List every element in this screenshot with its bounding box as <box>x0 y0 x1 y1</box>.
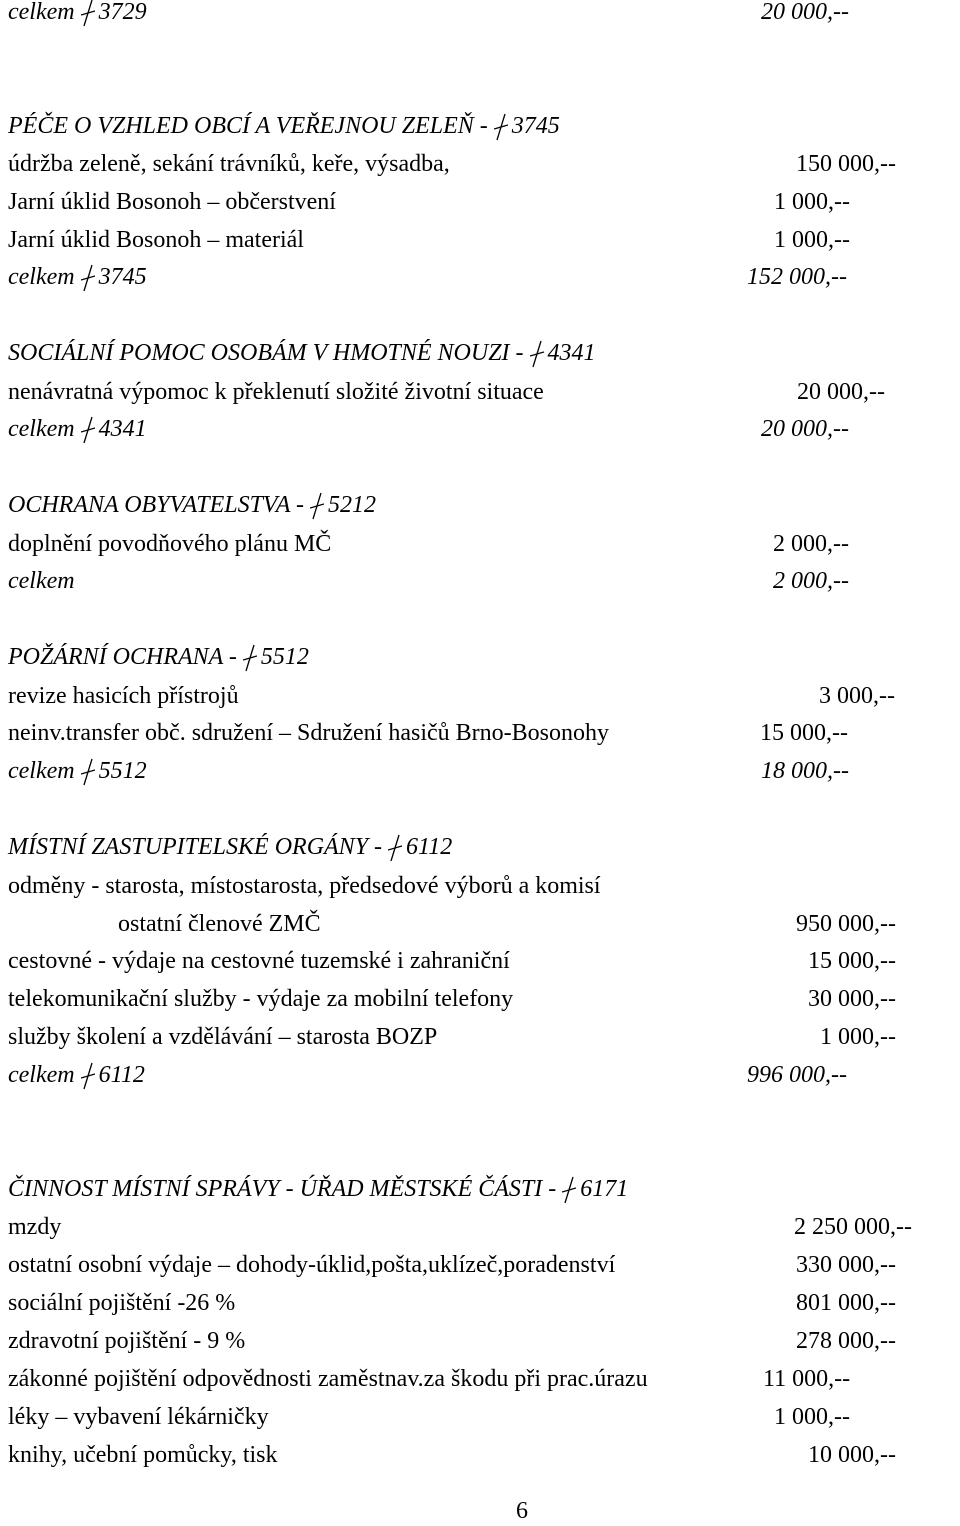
budget-item-label: Jarní úklid Bosonoh – občerstvení <box>8 189 336 215</box>
paragraph-sign-icon <box>494 111 510 141</box>
budget-item-label: mzdy <box>8 1214 62 1240</box>
budget-item-label: údržba zeleně, sekání trávníků, keře, výsadba, <box>8 151 450 177</box>
budget-item-label: Jarní úklid Bosonoh – materiál <box>8 227 304 253</box>
budget-item-amount: 150 000,-- <box>796 151 896 177</box>
section-heading-4341: SOCIÁLNÍ POMOC OSOBÁM V HMOTNÉ NOUZI - 4341 <box>8 340 596 366</box>
budget-item-label: služby školení a vzdělávání – starosta BOZP <box>8 1024 438 1050</box>
budget-item-amount: 20 000,-- <box>797 379 885 405</box>
budget-item-label: zdravotní pojištění - 9 % <box>8 1328 246 1354</box>
section-heading-6112: MÍSTNÍ ZASTUPITELSKÉ ORGÁNY - 6112 <box>8 834 453 860</box>
budget-item-amount: 15 000,-- <box>808 948 896 974</box>
paragraph-sign-icon <box>81 0 97 27</box>
budget-item-amount: 30 000,-- <box>808 986 896 1012</box>
total-amount-6112: 996 000,-- <box>747 1062 847 1088</box>
budget-item-amount: 1 000,-- <box>820 1024 896 1050</box>
budget-item-amount: 10 000,-- <box>808 1442 896 1468</box>
paragraph-sign-icon <box>388 832 404 862</box>
budget-item-label: zákonné pojištění odpovědnosti zaměstnav.za škodu při prac.úrazu <box>8 1366 648 1392</box>
paragraph-sign-icon <box>81 756 97 786</box>
total-label-3745: celkem 3745 <box>8 264 147 290</box>
paragraph-sign-icon <box>562 1174 578 1204</box>
section-heading-3745: PÉČE O VZHLED OBCÍ A VEŘEJNOU ZELEŇ - 3745 <box>8 113 560 139</box>
budget-item-amount: 950 000,-- <box>796 911 896 937</box>
budget-item-amount: 1 000,-- <box>774 1404 850 1430</box>
section-heading-6171: ČINNOST MÍSTNÍ SPRÁVY - ÚŘAD MĚSTSKÉ ČÁSTI - 6171 <box>8 1176 629 1202</box>
budget-item-amount: 1 000,-- <box>774 189 850 215</box>
budget-item-label: neinv.transfer obč. sdružení – Sdružení hasičů Brno-Bosonohy <box>8 720 609 746</box>
paragraph-sign-icon <box>243 642 259 672</box>
total-amount-5212: 2 000,-- <box>773 568 849 594</box>
paragraph-sign-icon <box>530 338 546 368</box>
paragraph-sign-icon <box>81 414 97 444</box>
budget-item-label: telekomunikační služby - výdaje za mobilní telefony <box>8 986 514 1012</box>
budget-item-amount: 801 000,-- <box>796 1290 896 1316</box>
budget-item-amount: 2 250 000,-- <box>794 1214 912 1240</box>
budget-item-amount: 3 000,-- <box>819 683 895 709</box>
budget-item-label: sociální pojištění -26 % <box>8 1290 236 1316</box>
section-heading-5212: OCHRANA OBYVATELSTVA - 5212 <box>8 492 377 518</box>
budget-item-label: ostatní členové ZMČ <box>118 911 321 937</box>
total-amount-3729: 20 000,-- <box>761 0 849 25</box>
budget-item-label: knihy, učební pomůcky, tisk <box>8 1442 278 1468</box>
total-label-3729: celkem 3729 <box>8 0 147 27</box>
total-label-5212: celkem <box>8 568 75 594</box>
budget-item-label: léky – vybavení lékárničky <box>8 1404 269 1430</box>
budget-item-label: odměny - starosta, místostarosta, předsedové výborů a komisí <box>8 873 601 899</box>
budget-item-amount: 11 000,-- <box>763 1366 851 1392</box>
section-heading-5512: POŽÁRNÍ OCHRANA - 5512 <box>8 644 309 670</box>
budget-item-amount: 278 000,-- <box>796 1328 896 1354</box>
budget-item-amount: 15 000,-- <box>760 720 848 746</box>
budget-item-label: revize hasicích přístrojů <box>8 683 239 709</box>
total-amount-4341: 20 000,-- <box>761 416 849 442</box>
budget-item-amount: 1 000,-- <box>774 227 850 253</box>
budget-item-label: doplnění povodňového plánu MČ <box>8 531 332 557</box>
page-number: 6 <box>516 1498 528 1524</box>
total-label-5512: celkem 5512 <box>8 758 147 784</box>
budget-item-label: cestovné - výdaje na cestovné tuzemské i zahraniční <box>8 948 510 974</box>
paragraph-sign-icon <box>81 1060 97 1090</box>
budget-item-amount: 2 000,-- <box>773 531 849 557</box>
paragraph-sign-icon <box>310 490 326 520</box>
total-label-4341: celkem 4341 <box>8 416 147 442</box>
total-amount-3745: 152 000,-- <box>747 264 847 290</box>
total-label-6112: celkem 6112 <box>8 1062 145 1088</box>
budget-item-label: ostatní osobní výdaje – dohody-úklid,pošta,uklízeč,poradenství <box>8 1252 616 1278</box>
budget-item-label: nenávratná výpomoc k překlenutí složité životní situace <box>8 379 544 405</box>
budget-item-amount: 330 000,-- <box>796 1252 896 1278</box>
total-amount-5512: 18 000,-- <box>761 758 849 784</box>
paragraph-sign-icon <box>81 262 97 292</box>
